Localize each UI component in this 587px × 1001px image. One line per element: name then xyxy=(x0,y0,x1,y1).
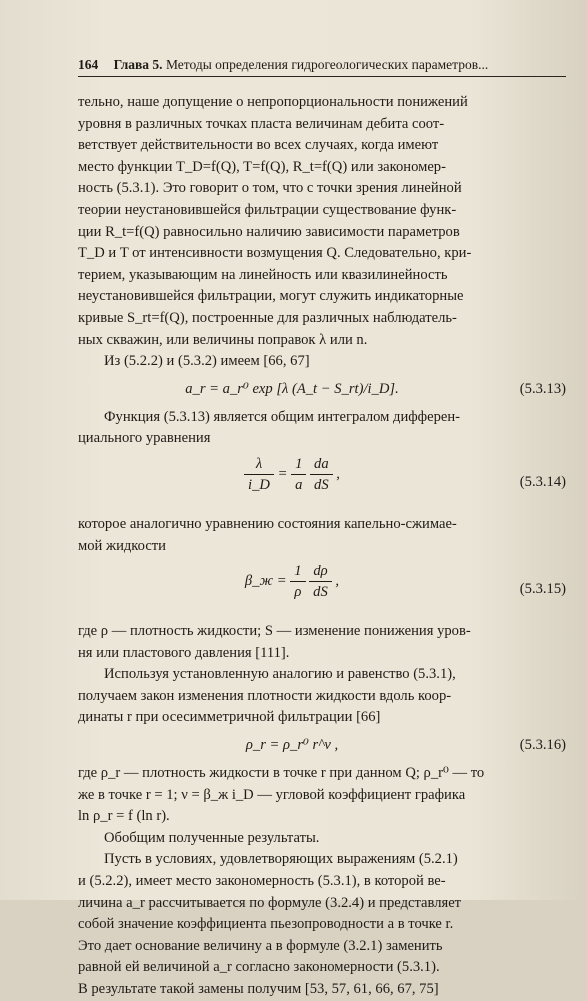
equation-number: (5.3.13) xyxy=(519,380,566,397)
equation-number: (5.3.14) xyxy=(519,473,566,490)
text-line: которое аналогично уравнению состояния капельно-сжимае- xyxy=(78,515,457,532)
text-line: Пусть в условиях, удовлетворяющих выражениям (5.2.1) xyxy=(104,851,458,868)
paragraph-9 xyxy=(78,849,566,1000)
text-line: получаем закон изменения плотности жидкости вдоль коор- xyxy=(78,687,452,704)
text-line: циального уравнения xyxy=(78,430,211,447)
equation-5-3-13 xyxy=(78,373,566,407)
equation-number: (5.3.16) xyxy=(519,737,566,754)
text-line: В результате такой замены получим [53, 57, 61, 66, 67, 75] xyxy=(78,981,439,997)
equation-formula: a_r = a_r⁰ exp [λ (A_t − S_rt)/i_D]. xyxy=(185,380,399,397)
text-line: ность (5.3.1). Это говорит о том, что с точки зрения линейной xyxy=(78,180,462,197)
text-line: собой значение коэффициента пьезопроводности a в точке r. xyxy=(78,916,454,933)
chapter-label: Глава 5. xyxy=(113,57,163,72)
equation-5-3-14 xyxy=(78,450,566,514)
text-line: же в точке r = 1; ν = β_ж i_D — угловой коэффициент графика xyxy=(78,786,466,803)
text-line: ции R_t=f(Q) равносильно наличию зависимости параметров xyxy=(78,223,460,240)
text-line: ных скважин, или величины поправок λ или n. xyxy=(78,331,368,348)
text-line: Это дает основание величину a в формуле (3.2.1) заменить xyxy=(78,937,443,954)
fraction: $\frac{da}{dS}$ xyxy=(310,454,333,495)
text-line: где ρ_r — плотность жидкости в точке r при данном Q; ρ_r⁰ — то xyxy=(78,765,485,782)
equation-number: (5.3.15) xyxy=(519,581,566,598)
text-line: ветствует действительности во всех случаях, когда имеют xyxy=(78,137,439,154)
paragraph-3 xyxy=(78,407,566,450)
equation-formula xyxy=(78,454,506,495)
chapter-title: Методы определения гидрогеологических параметров... xyxy=(165,57,489,72)
paragraph-7 xyxy=(78,763,566,828)
text-line: кривые S_rt=f(Q), построенные для различных наблюдатель- xyxy=(78,309,457,326)
text-line: где ρ — плотность жидкости; S — изменение понижения уров- xyxy=(78,623,471,640)
comma: , xyxy=(336,465,340,482)
running-header xyxy=(78,57,563,73)
text-line: равной ей величиной a_r согласно закономерности (5.3.1). xyxy=(78,959,440,976)
paragraph-4 xyxy=(78,514,566,557)
fraction: $\frac{1}{a}$ xyxy=(291,454,306,495)
paragraph-1 xyxy=(78,92,566,351)
text-line: тельно, наше допущение о непропорциональности понижений xyxy=(78,94,468,110)
text-line: мой жидкости xyxy=(78,537,166,554)
equals-sign: = xyxy=(277,465,288,482)
comma: , xyxy=(335,572,340,589)
text-line: и (5.2.2), имеет место закономерность (5.3.1), в которой ве- xyxy=(78,873,446,890)
equation-formula xyxy=(78,561,506,602)
equals-sign: = xyxy=(276,572,287,589)
paragraph-8: Обобщим полученные результаты. xyxy=(104,829,320,846)
text-line: терием, указывающим на линейность или квазилинейность xyxy=(78,266,448,283)
text-line: теории неустановившейся фильтрации существование функ- xyxy=(78,201,457,218)
page-number: 164 xyxy=(78,57,99,72)
page-body xyxy=(78,92,566,1001)
text-line: Используя установленную аналогию и равенство (5.3.1), xyxy=(104,666,456,683)
text-line: Функция (5.3.13) является общим интегралом дифферен- xyxy=(104,408,461,425)
text-line: неустановившейся фильтрации, могут служить индикаторные xyxy=(78,288,464,305)
equation-5-3-15 xyxy=(78,557,566,621)
fraction: $\frac{\lambda}{i\_D}$ xyxy=(244,454,274,495)
fraction: $\frac{d\rho}{dS}$ xyxy=(309,561,332,602)
equation-lhs: β_ж xyxy=(244,572,274,589)
text-line: динаты r при осесимметричной фильтрации [66] xyxy=(78,709,381,726)
paragraph-6 xyxy=(78,664,566,729)
text-line: ня или пластового давления [111]. xyxy=(78,644,290,661)
equation-formula: ρ_r = ρ_r⁰ r^ν , xyxy=(245,737,339,754)
fraction: $\frac{1}{\rho}$ xyxy=(290,561,305,602)
text-line: личина a_r рассчитывается по формуле (3.2.4) и представляет xyxy=(78,894,462,911)
text-line: уровня в различных точках пласта величинам дебита соот- xyxy=(78,115,445,132)
equation-5-3-16 xyxy=(78,729,566,763)
text-line: T_D и T от интенсивности возмущения Q. Следовательно, кри- xyxy=(78,245,472,262)
paragraph-5 xyxy=(78,621,566,664)
text-line: место функции T_D=f(Q), T=f(Q), R_t=f(Q) или закономер- xyxy=(78,158,446,175)
text-line: ln ρ_r = f (ln r). xyxy=(78,808,170,825)
header-rule xyxy=(78,76,566,77)
paragraph-2: Из (5.2.2) и (5.3.2) имеем [66, 67] xyxy=(104,353,310,370)
